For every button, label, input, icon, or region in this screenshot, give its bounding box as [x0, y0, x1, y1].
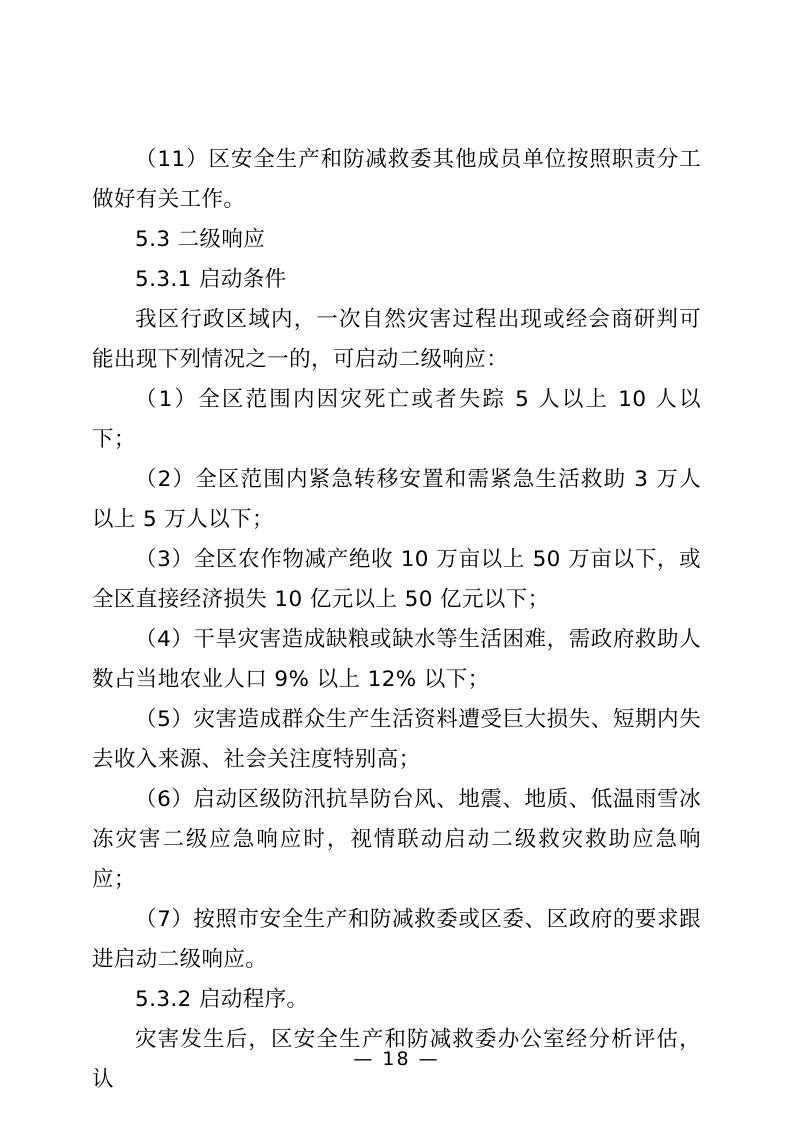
paragraph-condition-2: （2）全区范围内紧急转移安置和需紧急生活救助 3 万人以上 5 万人以下； [92, 467, 701, 532]
heading-5-3: 5.3 二级响应 [135, 227, 266, 252]
paragraph-item-11: （11）区安全生产和防减救委其他成员单位按照职责分工做好有关工作。 [92, 147, 701, 212]
heading-5-3-2: 5.3.2 启动程序。 [135, 987, 309, 1012]
paragraph-condition-3: （3）全区农作物减产绝收 10 万亩以上 50 万亩以下，或全区直接经济损失 10 亿元以上 50 亿元以下； [92, 547, 701, 612]
page-footer [0, 1048, 793, 1070]
paragraph-condition-4: （4）干旱灾害造成缺粮或缺水等生活困难，需政府救助人数占当地农业人口 9% 以上 12% 以下； [92, 627, 701, 692]
paragraph-procedure-intro: 灾害发生后，区安全生产和防减救委办公室经分析评估，认 [92, 1027, 701, 1092]
page-number: — 18 — [353, 1048, 440, 1070]
paragraph-condition-6: （6）启动区级防汛抗旱防台风、地震、地质、低温雨雪冰冻灾害二级应急响应时，视情联动启动二级救灾救助应急响应； [92, 787, 701, 892]
document-body [92, 140, 701, 1100]
paragraph-condition-7: （7）按照市安全生产和防减救委或区委、区政府的要求跟进启动二级响应。 [92, 907, 701, 972]
paragraph-condition-1: （1）全区范围内因灾死亡或者失踪 5 人以上 10 人以下； [92, 387, 701, 452]
heading-5-3-1: 5.3.1 启动条件 [135, 267, 287, 292]
paragraph-activation-intro: 我区行政区域内，一次自然灾害过程出现或经会商研判可能出现下列情况之一的，可启动二级响应： [92, 307, 701, 372]
paragraph-condition-5: （5）灾害造成群众生产生活资料遭受巨大损失、短期内失去收入来源、社会关注度特别高； [92, 707, 701, 772]
